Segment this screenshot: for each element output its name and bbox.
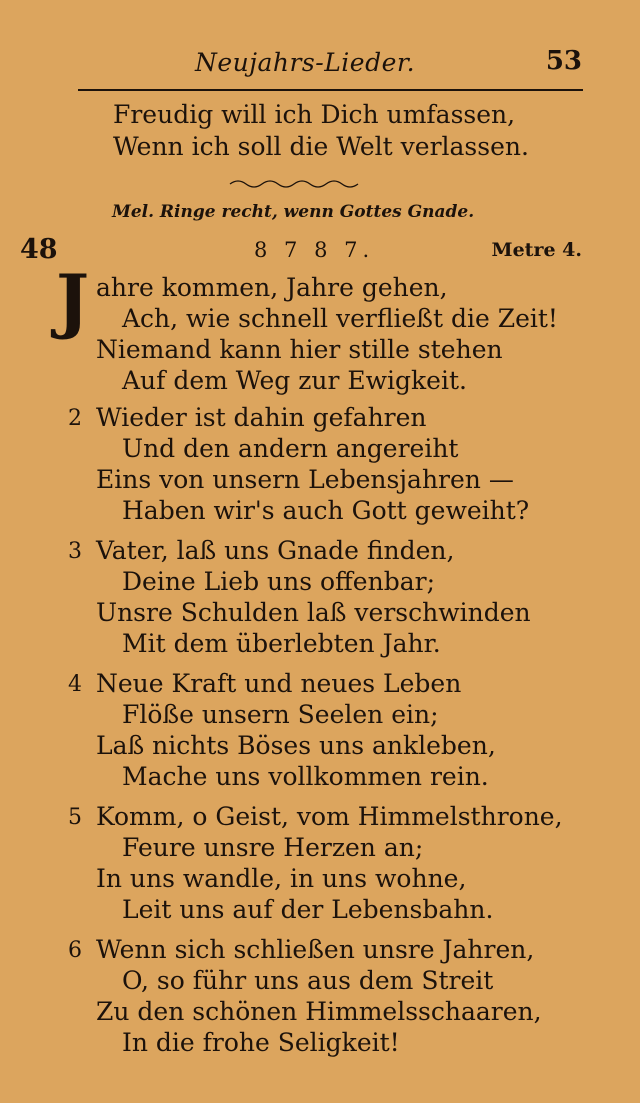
verse-line: Mit dem überlebten Jahr. (122, 629, 441, 658)
page-header-title: Neujahrs-Lieder. (194, 48, 416, 77)
verse-line: Eins von unsern Lebensjahren — (96, 465, 514, 494)
prev-hymn-line: Wenn ich soll die Welt verlassen. (113, 132, 529, 161)
verse-line: Auf dem Weg zur Ewigkeit. (122, 366, 467, 395)
header-rule (78, 89, 583, 91)
verse-line: Vater, laß uns Gnade finden, (96, 536, 455, 565)
verse-line: Laß nichts Böses uns ankleben, (96, 731, 496, 760)
verse-line: Feure unsre Herzen an; (122, 833, 424, 862)
verse-number: 4 (68, 672, 82, 697)
hymn-number: 48 (20, 234, 58, 265)
verse-number: 5 (68, 805, 82, 830)
drop-cap: J (56, 259, 90, 342)
verse-line: Zu den schönen Himmelsschaaren, (96, 997, 542, 1026)
verse-line: Unsre Schulden laß verschwinden (96, 598, 531, 627)
verse-number: 3 (68, 539, 82, 564)
verse-line: Niemand kann hier stille stehen (96, 335, 503, 364)
verse-line: O, so führ uns aus dem Streit (122, 966, 494, 995)
meter-numbers: 8 7 8 7. (254, 238, 375, 262)
verse-line: Wieder ist dahin gefahren (96, 403, 427, 432)
verse-line: ahre kommen, Jahre gehen, (96, 273, 448, 302)
metre-label: Metre 4. (491, 239, 582, 261)
wavy-rule-icon (228, 178, 362, 190)
verse-line: Mache uns vollkommen rein. (122, 762, 489, 791)
verse-line: Flöße unsern Seelen ein; (122, 700, 439, 729)
verse-line: Haben wir's auch Gott geweiht? (122, 496, 530, 525)
prev-hymn-line: Freudig will ich Dich umfassen, (113, 100, 516, 129)
verse-line: In uns wandle, in uns wohne, (96, 864, 467, 893)
verse-line: Leit uns auf der Lebensbahn. (122, 895, 494, 924)
melody-line: Mel. Ringe recht, wenn Gottes Gnade. (112, 202, 475, 222)
verse-line: In die frohe Seligkeit! (122, 1028, 400, 1057)
verse-line: Und den andern angereiht (122, 434, 459, 463)
verse-number: 6 (68, 938, 82, 963)
verse-line: Deine Lieb uns offenbar; (122, 567, 435, 596)
verse-line: Neue Kraft und neues Leben (96, 669, 462, 698)
verse-line: Wenn sich schließen unsre Jahren, (96, 935, 535, 964)
verse-line: Komm, o Geist, vom Himmelsthrone, (96, 802, 563, 831)
verse-line: Ach, wie schnell verfließt die Zeit! (122, 304, 558, 333)
verse-number: 2 (68, 406, 82, 431)
page-number: 53 (545, 46, 582, 76)
